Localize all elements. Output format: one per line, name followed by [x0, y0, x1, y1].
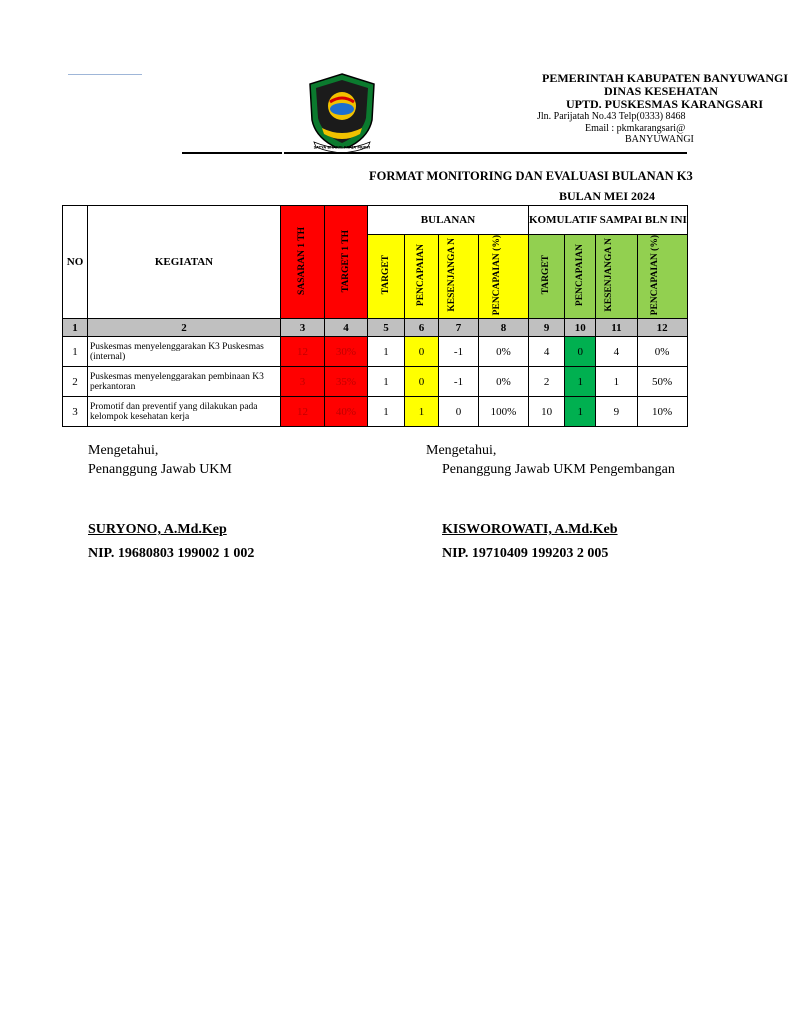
row-k-pencapaian: 1 — [565, 367, 596, 397]
col-number: 4 — [325, 319, 368, 337]
header-no: NO — [63, 206, 88, 319]
row-b-pct: 0% — [479, 337, 529, 367]
header-komulatif: KOMULATIF SAMPAI BLN INI — [529, 206, 688, 235]
row-target: 40% — [325, 397, 368, 427]
header-b-pencapaian-pct: PENCAPAIAN (%) — [479, 235, 529, 319]
header-address: Jln. Parijatah No.43 Telp(0333) 8468 — [537, 111, 686, 122]
left-sign-label2: Penanggung Jawab UKM — [88, 462, 232, 477]
col-number: 6 — [405, 319, 439, 337]
col-number: 5 — [368, 319, 405, 337]
monitoring-table — [62, 205, 688, 427]
row-b-pct: 100% — [479, 397, 529, 427]
row-kegiatan: Promotif dan preventif yang dilakukan pada kelompok kesehatan kerja — [88, 397, 281, 427]
col-number: 8 — [479, 319, 529, 337]
row-k-pencapaian: 1 — [565, 397, 596, 427]
header-k-pencapaian: PENCAPAIAN — [565, 235, 596, 319]
row-b-pencapaian: 0 — [405, 337, 439, 367]
header-target-th: TARGET 1 TH — [325, 206, 368, 319]
table-row — [63, 367, 688, 397]
row-kegiatan: Puskesmas menyelenggarakan K3 Puskesmas (internal) — [88, 337, 281, 367]
report-month: BULAN MEI 2024 — [559, 189, 656, 203]
table-row — [63, 397, 688, 427]
row-b-pct: 0% — [479, 367, 529, 397]
row-sasaran: 12 — [281, 397, 325, 427]
row-b-target: 1 — [368, 337, 405, 367]
header-line1: PEMERINTAH KABUPATEN BANYUWANGI — [542, 71, 788, 85]
table-row — [63, 337, 688, 367]
row-no: 3 — [63, 397, 88, 427]
header-line2: DINAS KESEHATAN — [604, 84, 718, 98]
header-k-pencapaian-pct: PENCAPAIAN (%) — [637, 235, 687, 319]
right-sign-name: KISWOROWATI, A.Md.Keb — [442, 522, 618, 537]
header-b-kesenjangan: KESENJANGA N — [439, 235, 479, 319]
row-kegiatan: Puskesmas menyelenggarakan pembinaan K3 perkantoran — [88, 367, 281, 397]
row-b-pencapaian: 0 — [405, 367, 439, 397]
right-sign-nip: NIP. 19710409 199203 2 005 — [442, 546, 609, 561]
header-line3: UPTD. PUSKESMAS KARANGSARI — [566, 97, 764, 111]
row-sasaran: 3 — [281, 367, 325, 397]
row-no: 1 — [63, 337, 88, 367]
letterhead — [0, 0, 788, 160]
col-number: 2 — [88, 319, 281, 337]
row-k-target: 4 — [529, 337, 565, 367]
col-number: 1 — [63, 319, 88, 337]
row-k-pencapaian: 0 — [565, 337, 596, 367]
row-k-target: 2 — [529, 367, 565, 397]
row-no: 2 — [63, 367, 88, 397]
header-email: Email : pkmkarangsari@ — [585, 123, 686, 134]
row-sasaran: 12 — [281, 337, 325, 367]
row-k-kesenjangan: 1 — [596, 367, 637, 397]
col-number: 9 — [529, 319, 565, 337]
header-city: BANYUWANGI — [625, 134, 694, 145]
header-kegiatan: KEGIATAN — [88, 206, 281, 319]
row-k-pct: 10% — [637, 397, 687, 427]
right-sign-label1: Mengetahui, — [426, 443, 497, 458]
left-sign-name: SURYONO, A.Md.Kep — [88, 522, 227, 537]
col-number: 12 — [637, 319, 687, 337]
header-rule-right — [284, 152, 687, 154]
title-area — [0, 160, 693, 210]
row-b-target: 1 — [368, 397, 405, 427]
header-sasaran: SASARAN 1 TH — [281, 206, 325, 319]
page-title: FORMAT MONITORING DAN EVALUASI BULANAN K3 — [369, 169, 693, 183]
row-b-kesenjangan: -1 — [439, 337, 479, 367]
row-target: 35% — [325, 367, 368, 397]
col-number: 3 — [281, 319, 325, 337]
right-sign-label2: Penanggung Jawab UKM Pengembangan — [442, 462, 675, 477]
row-k-target: 10 — [529, 397, 565, 427]
row-b-kesenjangan: 0 — [439, 397, 479, 427]
column-number-row — [63, 319, 688, 337]
row-target: 30% — [325, 337, 368, 367]
row-k-kesenjangan: 9 — [596, 397, 637, 427]
col-number: 10 — [565, 319, 596, 337]
header-k-kesenjangan: KESENJANGA N — [596, 235, 637, 319]
row-k-pct: 0% — [637, 337, 687, 367]
header-b-pencapaian: PENCAPAIAN — [405, 235, 439, 319]
row-k-pct: 50% — [637, 367, 687, 397]
col-number: 7 — [439, 319, 479, 337]
left-sign-nip: NIP. 19680803 199002 1 002 — [88, 546, 255, 561]
row-b-pencapaian: 1 — [405, 397, 439, 427]
seal-motto: SATYA BHAKTI PRAJA MUKTI — [313, 145, 371, 150]
col-number: 11 — [596, 319, 637, 337]
header-b-target: TARGET — [368, 235, 405, 319]
row-b-target: 1 — [368, 367, 405, 397]
row-b-kesenjangan: -1 — [439, 367, 479, 397]
header-bulanan: BULANAN — [368, 206, 529, 235]
header-rule-left — [182, 152, 282, 154]
row-k-kesenjangan: 4 — [596, 337, 637, 367]
header-k-target: TARGET — [529, 235, 565, 319]
left-sign-label1: Mengetahui, — [88, 443, 159, 458]
